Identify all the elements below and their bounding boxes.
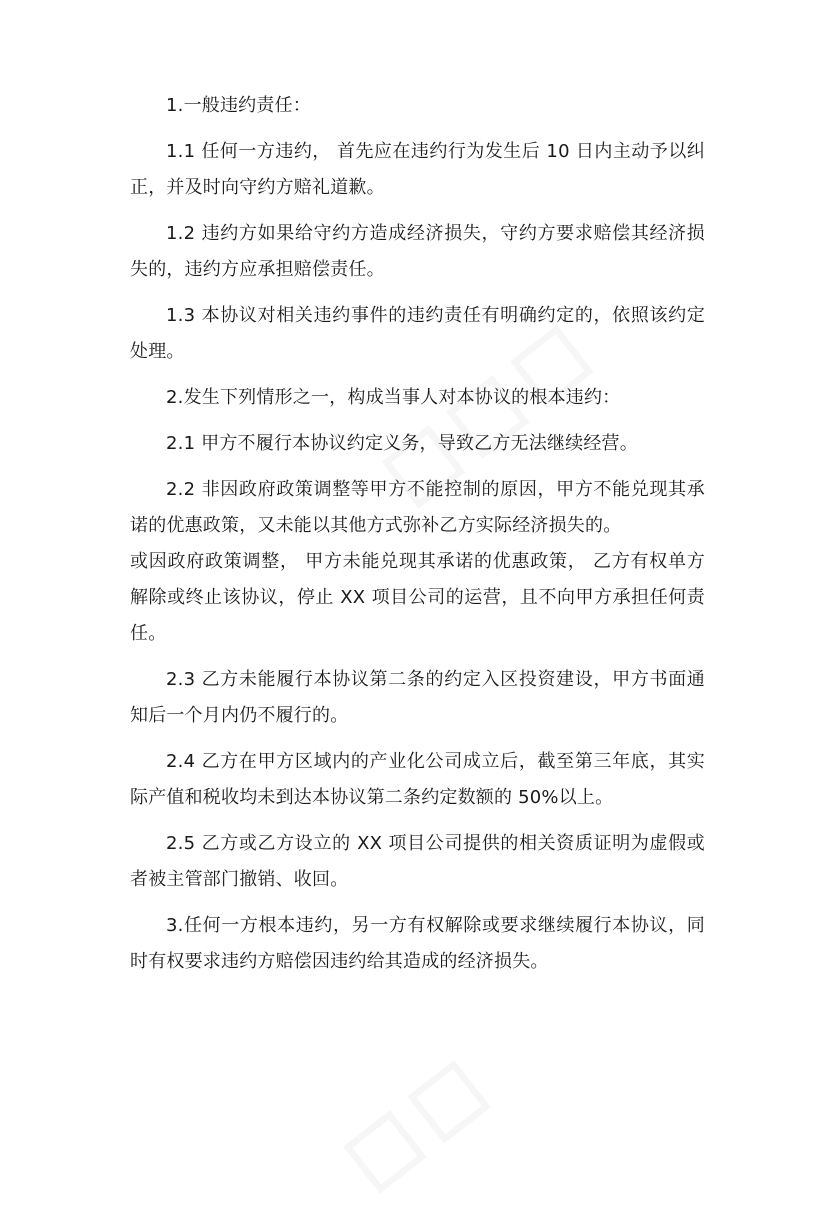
paragraph-2-5: 2.5 乙方或乙方设立的 XX 项目公司提供的相关资质证明为虚假或者被主管部门撤销、收回。 bbox=[130, 833, 705, 890]
paragraph-2-1: 2.1 甲方不履行本协议约定义务，导致乙方无法继续经营。 bbox=[166, 433, 638, 454]
paragraph-1-3: 1.3 本协议对相关违约事件的违约责任有明确约定的，依照该约定处理。 bbox=[130, 305, 705, 362]
paragraph-2-heading: 2.发生下列情形之一，构成当事人对本协议的根本违约： bbox=[166, 387, 621, 408]
paragraph-2-2-continued: 或因政府政策调整， 甲方未能兑现其承诺的优惠政策， 乙方有权单方解除或终止该协议，停止 XX 项目公司的运营，且不向甲方承担任何责任。 bbox=[130, 551, 705, 644]
paragraph-3: 3.任何一方根本违约，另一方有权解除或要求继续履行本协议，同时有权要求违约方赔偿因违约给其造成的经济损失。 bbox=[130, 915, 705, 972]
document-body bbox=[130, 88, 705, 990]
paragraph-1-1: 1.1 任何一方违约， 首先应在违约行为发生后 10 日内主动予以纠正，并及时向守约方赔礼道歉。 bbox=[130, 141, 705, 198]
paragraph-2-3: 2.3 乙方未能履行本协议第二条的约定入区投资建设，甲方书面通知后一个月内仍不履行的。 bbox=[130, 669, 705, 726]
paragraph-2-4: 2.4 乙方在甲方区域内的产业化公司成立后，截至第三年底，其实际产值和税收均未到达本协议第二条约定数额的 50%以上。 bbox=[130, 751, 705, 808]
paragraph-2-2: 2.2 非因政府政策调整等甲方不能控制的原因，甲方不能兑现其承诺的优惠政策，又未能以其他方式弥补乙方实际经济损失的。 bbox=[130, 479, 705, 536]
watermark bbox=[304, 1015, 518, 1224]
paragraph-1-heading: 1.一般违约责任： bbox=[166, 95, 311, 116]
paragraph-1-2: 1.2 违约方如果给守约方造成经济损失，守约方要求赔偿其经济损失的，违约方应承担赔偿责任。 bbox=[130, 223, 705, 280]
